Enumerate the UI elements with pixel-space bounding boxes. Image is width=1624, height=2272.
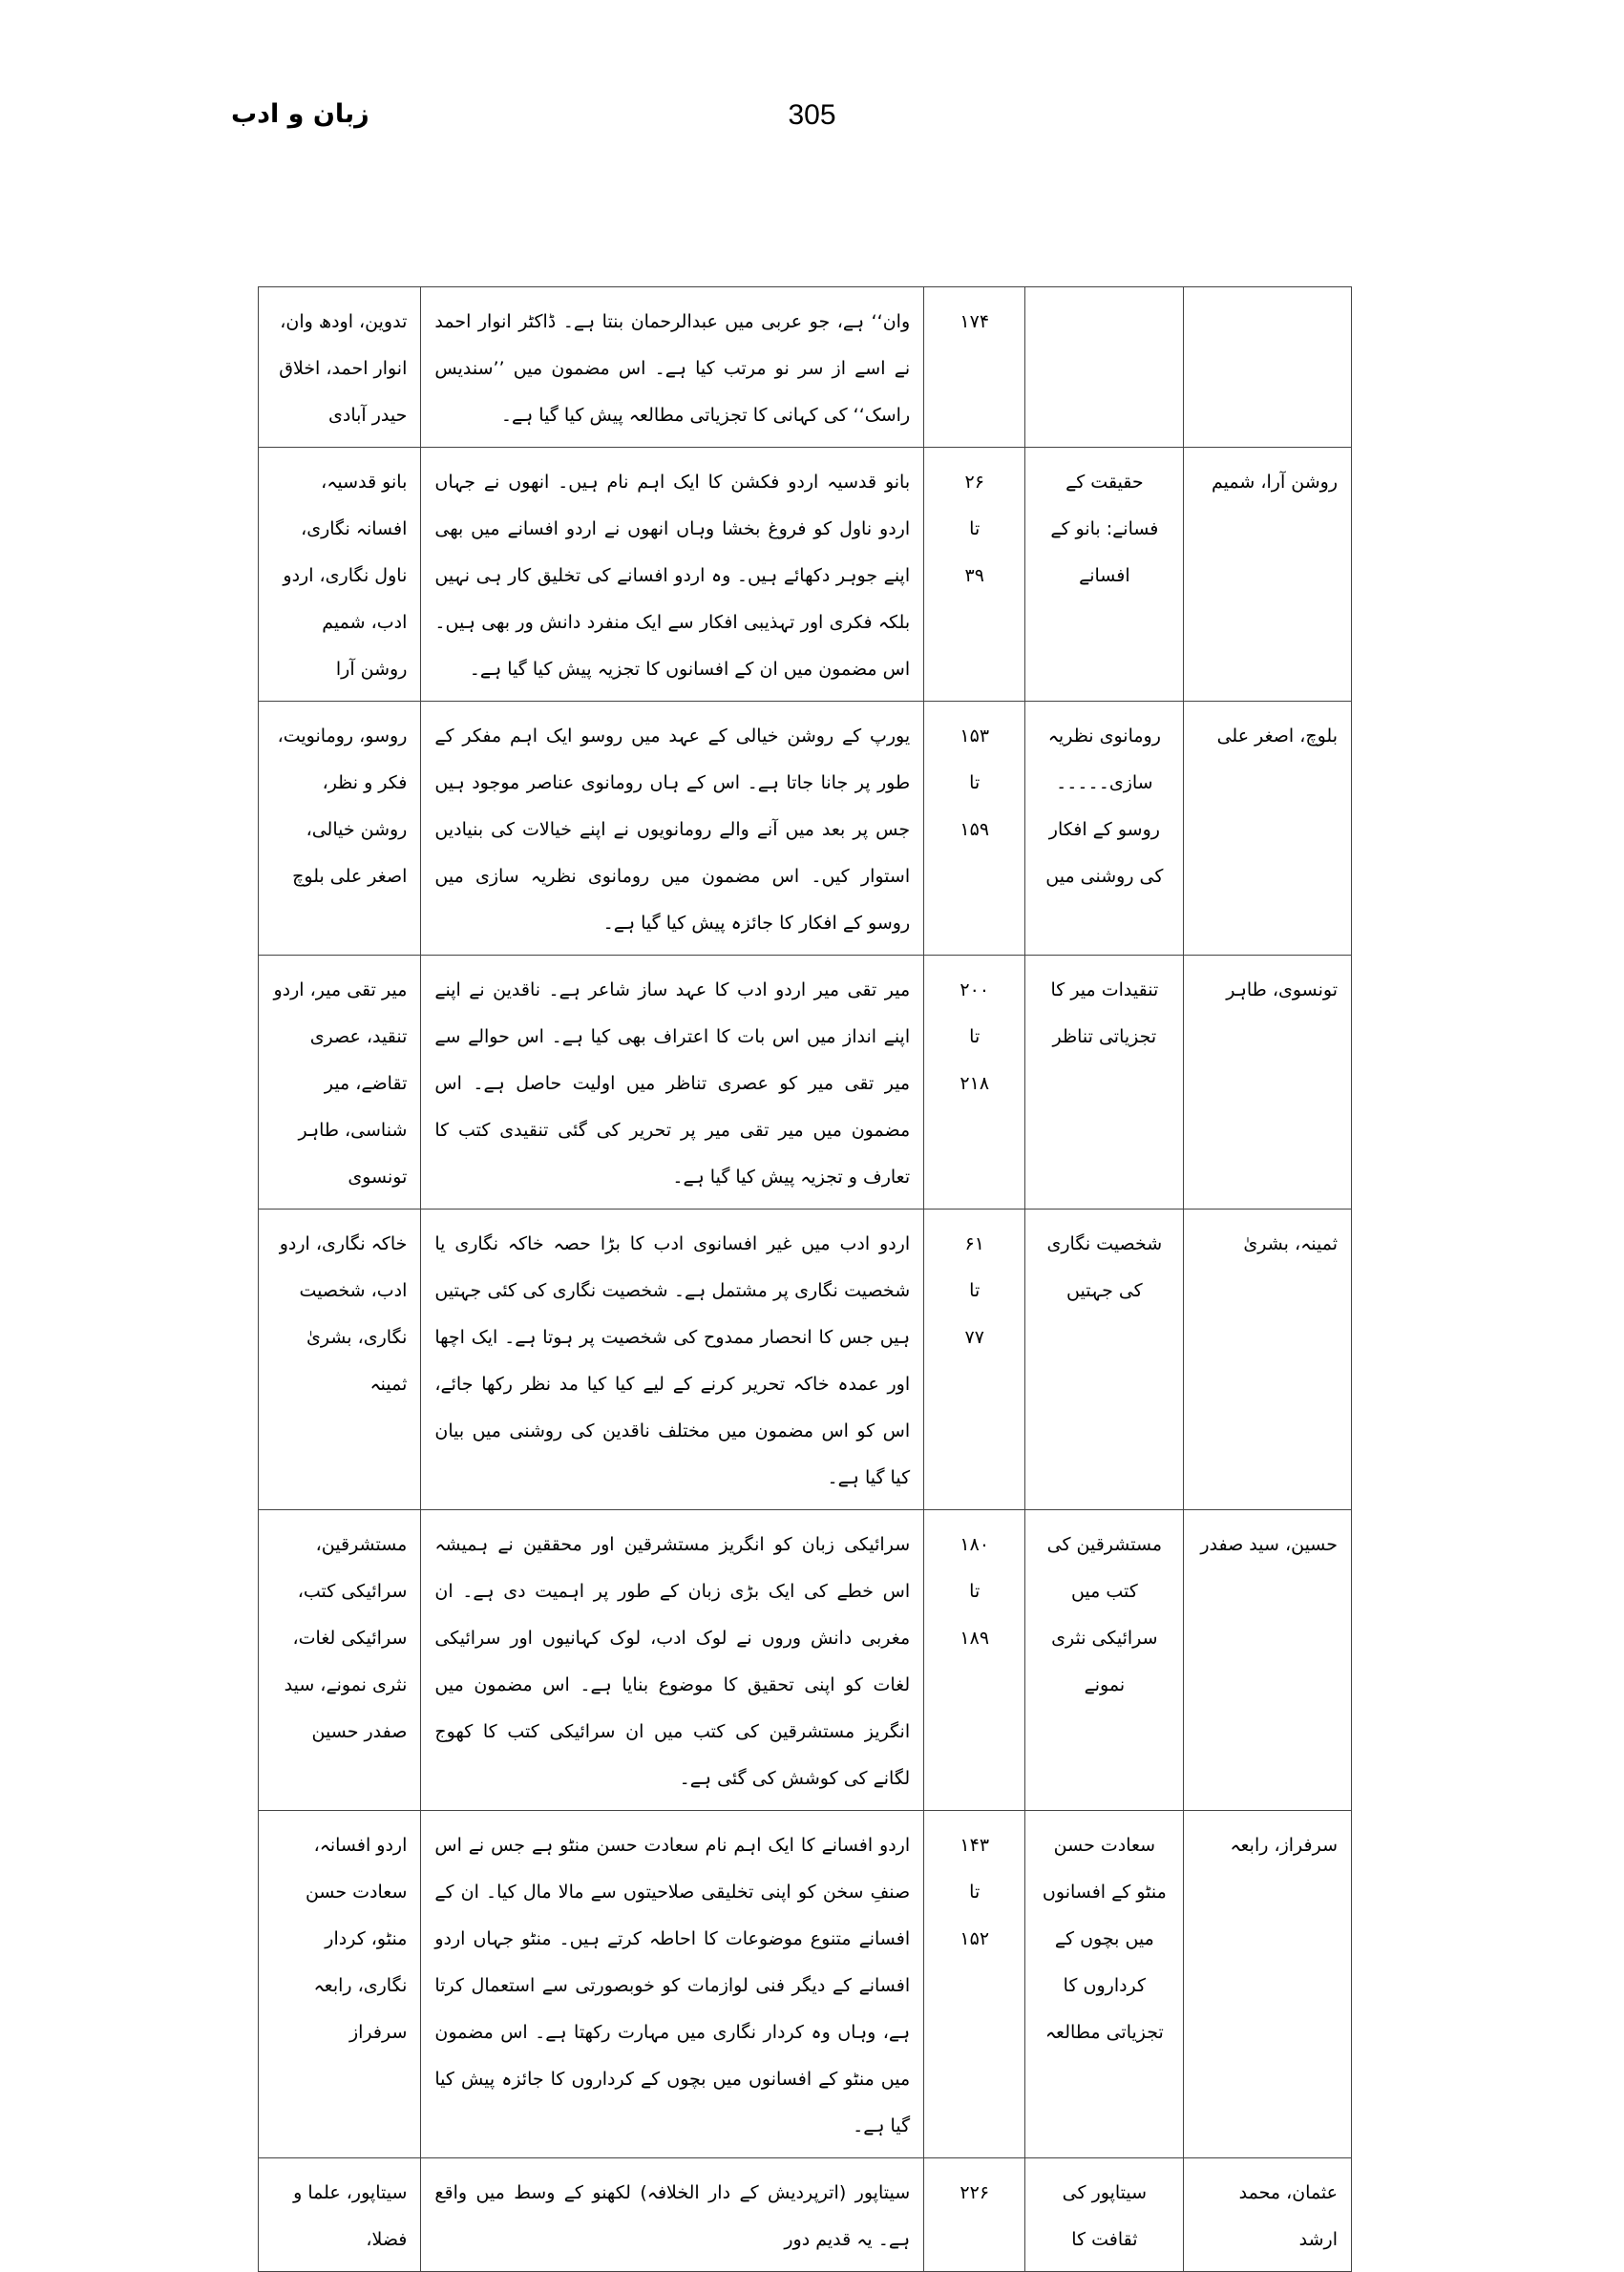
author-cell — [1184, 287, 1352, 448]
keywords-cell: مستشرقین، سرائیکی کتب، سرائیکی لغات، نثری نمونے، سید صفدر حسین — [259, 1510, 421, 1811]
page-range-cell — [924, 1510, 1025, 1811]
page-range-cell — [924, 448, 1025, 702]
page-range-cell — [924, 1210, 1025, 1510]
page-range-sep: تا — [969, 1280, 981, 1301]
page-range-sep: تا — [969, 1581, 981, 1602]
page-range-cell — [924, 702, 1025, 956]
table-row — [259, 2158, 1352, 2272]
abstract-cell: اردو افسانے کا ایک اہم نام سعادت حسن منٹو ہے جس نے اس صنفِ سخن کو اپنی تخلیقی صلاحیتوں سے مالا مال کیا۔ ان کے افسانے متنوع موضوعات کا احاطہ کرتے ہیں۔ منٹو جہاں اردو افسانے کے دیگر فنی لوازمات کو خوبصورتی سے استعمال کرتا ہے، وہاں وہ کردار نگاری میں مہارت رکھتا ہے۔ اس مضمون میں منٹو کے افسانوں میں بچوں کے کرداروں کا جائزہ پیش کیا گیا ہے۔ — [421, 1811, 924, 2158]
article-title-cell: تنقیدات میر کا تجزیاتی تناظر — [1025, 956, 1184, 1210]
author-cell: روشن آرا، شمیم — [1184, 448, 1352, 702]
article-title-cell: مستشرقین کی کتب میں سرائیکی نثری نمونے — [1025, 1510, 1184, 1811]
article-title-cell: رومانوی نظریہ سازی۔۔۔۔۔ روسو کے افکار کی روشنی میں — [1025, 702, 1184, 956]
page-range-to: ۳۹ — [964, 565, 984, 586]
keywords-cell: میر تقی میر، اردو تنقید، عصری تقاضے، میر شناسی، طاہر تونسوی — [259, 956, 421, 1210]
author-cell: حسین، سید صفدر — [1184, 1510, 1352, 1811]
author-cell: عثمان، محمد ارشد — [1184, 2158, 1352, 2272]
abstract-cell: سیتاپور (اترپردیش کے دار الخلافہ) لکھنو کے وسط میں واقع ہے۔ یہ قدیم دور — [421, 2158, 924, 2272]
author-cell: تونسوی، طاہر — [1184, 956, 1352, 1210]
page-range-from: ۶۱ — [964, 1233, 984, 1254]
author-cell: ثمینہ، بشریٰ — [1184, 1210, 1352, 1510]
page-range-sep: تا — [969, 1882, 981, 1903]
abstract-cell: اردو ادب میں غیر افسانوی ادب کا بڑا حصہ خاکہ نگاری یا شخصیت نگاری پر مشتمل ہے۔ شخصیت نگاری کی کئی جہتیں ہیں جس کا انحصار ممدوح کی شخصیت پر ہوتا ہے۔ ایک اچھا اور عمدہ خاکہ تحریر کرنے کے لیے کیا کیا مد نظر رکھا جائے، اس کو اس مضمون میں مختلف ناقدین کی روشنی میں بیان کیا گیا ہے۔ — [421, 1210, 924, 1510]
table-row — [259, 1210, 1352, 1510]
abstract-cell: وان‘‘ ہے، جو عربی میں عبدالرحمان بنتا ہے۔ ڈاکٹر انوار احمد نے اسے از سر نو مرتب کیا ہے۔ اس مضمون میں ’’سندیس راسک‘‘ کی کہانی کا تجزیاتی مطالعہ پیش کیا گیا ہے۔ — [421, 287, 924, 448]
page-range-to: ۱۵۲ — [960, 1928, 990, 1949]
author-cell: سرفراز، رابعہ — [1184, 1811, 1352, 2158]
page-range-cell — [924, 1811, 1025, 2158]
page-range-cell — [924, 956, 1025, 1210]
page-range-to: ۲۱۸ — [960, 1073, 990, 1094]
page-range-from: ۲۶ — [964, 472, 984, 493]
article-title-cell: شخصیت نگاری کی جہتیں — [1025, 1210, 1184, 1510]
abstract-cell: میر تقی میر اردو ادب کا عہد ساز شاعر ہے۔ ناقدین نے اپنے اپنے انداز میں اس بات کا اعتراف بھی کیا ہے۔ اس حوالے سے میر تقی میر کو عصری تناظر میں اولیت حاصل ہے۔ اس مضمون میں میر تقی میر پر تحریر کی گئی تنقیدی کتب کا تعارف و تجزیہ پیش کیا گیا ہے۔ — [421, 956, 924, 1210]
page-range-from: ۲۲۶ — [960, 2182, 990, 2203]
article-title-cell: حقیقت کے فسانے: بانو کے افسانے — [1025, 448, 1184, 702]
index-table — [258, 286, 1352, 2272]
article-title-cell: سعادت حسن منٹو کے افسانوں میں بچوں کے کرداروں کا تجزیاتی مطالعہ — [1025, 1811, 1184, 2158]
table-row — [259, 956, 1352, 1210]
author-cell: بلوچ، اصغر علی — [1184, 702, 1352, 956]
abstract-cell: سرائیکی زبان کو انگریز مستشرقین اور محققین نے ہمیشہ اس خطے کی ایک بڑی زبان کے طور پر اہمیت دی ہے۔ ان مغربی دانش وروں نے لوک ادب، لوک کہانیوں اور سرائیکی لغات کو اپنی تحقیق کا موضوع بنایا ہے۔ اس مضمون میں انگریز مستشرقین کی کتب میں ان سرائیکی کتب کا کھوج لگانے کی کوشش کی گئی ہے۔ — [421, 1510, 924, 1811]
page-range-from: ۱۵۳ — [960, 726, 990, 747]
page-range-sep: تا — [969, 772, 981, 793]
page-range-from: ۱۸۰ — [960, 1534, 990, 1555]
table-row — [259, 1811, 1352, 2158]
page-range-sep: تا — [969, 518, 981, 539]
page-range-from: ۲۰۰ — [960, 979, 990, 1000]
keywords-cell: بانو قدسیہ، افسانہ نگاری، ناول نگاری، اردو ادب، شمیم روشن آرا — [259, 448, 421, 702]
page-range-to: ۱۸۹ — [960, 1628, 990, 1649]
page-range-to: ۷۷ — [964, 1327, 984, 1348]
table-row — [259, 287, 1352, 448]
table-row — [259, 1510, 1352, 1811]
article-title-cell — [1025, 287, 1184, 448]
page-range-from: ۱۴۳ — [960, 1835, 990, 1856]
keywords-cell: روسو، رومانویت، فکر و نظر، روشن خیالی، اصغر علی بلوچ — [259, 702, 421, 956]
index-table-body — [259, 287, 1352, 2272]
abstract-cell: بانو قدسیہ اردو فکشن کا ایک اہم نام ہیں۔ انھوں نے جہاں اردو ناول کو فروغ بخشا وہاں انھوں نے اردو افسانے میں بھی اپنے جوہر دکھائے ہیں۔ وہ اردو افسانے کی تخلیق کار ہی نہیں بلکہ فکری اور تہذیبی افکار سے ایک منفرد دانش ور بھی ہیں۔ اس مضمون میں ان کے افسانوں کا تجزیہ پیش کیا گیا ہے۔ — [421, 448, 924, 702]
abstract-cell: یورپ کے روشن خیالی کے عہد میں روسو ایک اہم مفکر کے طور پر جانا جاتا ہے۔ اس کے ہاں رومانوی عناصر موجود ہیں جس پر بعد میں آنے والے رومانویوں نے اپنے خیالات کی بنیادیں استوار کیں۔ اس مضمون میں رومانوی نظریہ سازی میں روسو کے افکار کا جائزہ پیش کیا گیا ہے۔ — [421, 702, 924, 956]
journal-title: زبان و ادب — [231, 99, 369, 129]
article-title-cell: سیتاپور کی ثقافت کا — [1025, 2158, 1184, 2272]
page-number: 305 — [788, 99, 836, 131]
keywords-cell: اردو افسانہ، سعادت حسن منٹو، کردار نگاری، رابعہ سرفراز — [259, 1811, 421, 2158]
page-range-cell — [924, 2158, 1025, 2272]
keywords-cell: تدوین، اودھ وان، انوار احمد، اخلاق حیدر آبادی — [259, 287, 421, 448]
keywords-cell: سیتاپور، علما و فضلا، — [259, 2158, 421, 2272]
table-row — [259, 448, 1352, 702]
page-range-from: ۱۷۴ — [960, 311, 990, 332]
page-range-cell — [924, 287, 1025, 448]
table-row — [259, 702, 1352, 956]
page-range-to: ۱۵۹ — [960, 819, 990, 840]
page-range-sep: تا — [969, 1026, 981, 1047]
keywords-cell: خاکہ نگاری، اردو ادب، شخصیت نگاری، بشریٰ ثمینہ — [259, 1210, 421, 1510]
